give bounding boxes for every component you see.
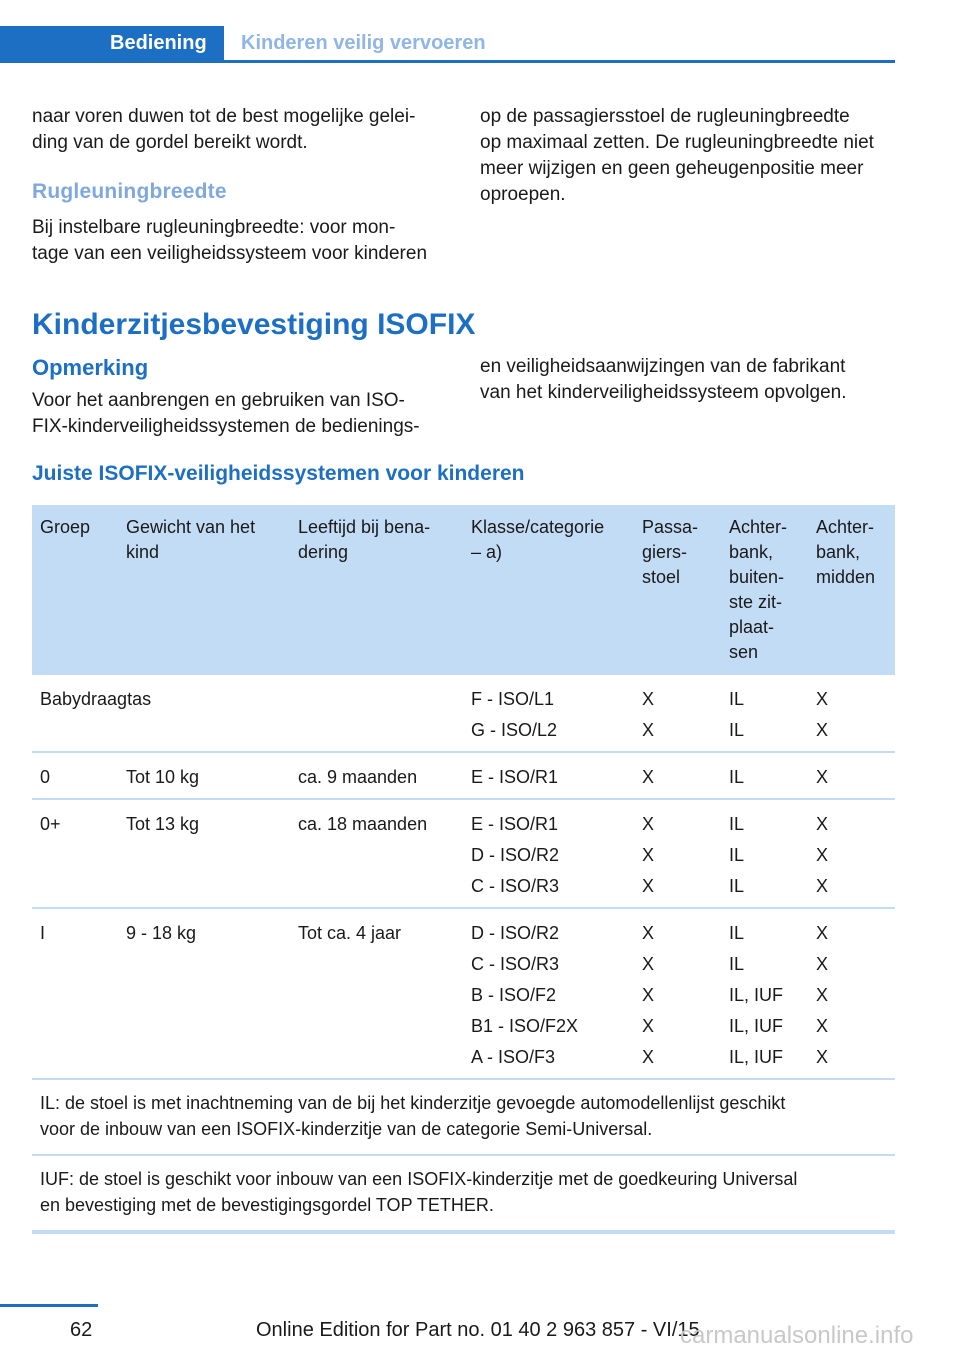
- text-line: IL: [729, 720, 745, 740]
- header-rule: [0, 60, 895, 63]
- text-line: B1 - ISO/F2X: [471, 1016, 579, 1036]
- table-header-row: [32, 505, 895, 675]
- text-line: X: [816, 1016, 829, 1036]
- text-line: Achter-: [816, 517, 875, 537]
- cell-buiten: [721, 799, 808, 908]
- text-line: E - ISO/R1: [471, 767, 559, 787]
- cell-klasse: [463, 908, 634, 1079]
- cell-passagier: [634, 752, 721, 799]
- text-line: X: [642, 1047, 655, 1067]
- text-line: IL, IUF: [729, 1047, 784, 1067]
- text-line: IL: [729, 954, 745, 974]
- header-gewicht: [118, 505, 290, 675]
- cell-gewicht: Tot 13 kg: [118, 799, 290, 908]
- text-line: X: [816, 923, 829, 943]
- text-line: X: [816, 767, 829, 787]
- intro-right-paragraph: [480, 104, 900, 208]
- cell-klasse: [463, 675, 634, 752]
- intro-left-paragraph-2: [32, 215, 462, 267]
- text-line: meer wijzigen en geen geheugenpositie meer: [480, 158, 864, 179]
- header-passagiersstoel: [634, 505, 721, 675]
- edition-text: Online Edition for Part no. 01 40 2 963 857 - VI/15: [256, 1319, 700, 1341]
- text-line: B - ISO/F2: [471, 985, 557, 1005]
- text-line: en bevestiging met de bevestigingsgordel TOP TETHER.: [40, 1195, 494, 1215]
- text-line: X: [816, 814, 829, 834]
- text-line: ste zit-: [729, 592, 783, 612]
- text-line: van het kinderveiligheidssysteem opvolgen.: [480, 382, 847, 403]
- table-row: [32, 675, 895, 752]
- text-line: X: [816, 1047, 829, 1067]
- cell-buiten: [721, 908, 808, 1079]
- text-line: D - ISO/R2: [471, 845, 560, 865]
- text-line: Klasse/categorie: [471, 517, 605, 537]
- intro-left-paragraph-1: [32, 104, 452, 156]
- text-line: op maximaal zetten. De rugleuningbreedte niet: [480, 132, 874, 153]
- text-line: dering: [298, 542, 349, 562]
- cell-groep: 0: [32, 752, 118, 799]
- text-line: Gewicht van het: [126, 517, 256, 537]
- table-row: [32, 799, 895, 908]
- text-line: X: [816, 985, 829, 1005]
- text-line: kind: [126, 542, 160, 562]
- text-line: IL: [729, 689, 745, 709]
- cell-midden: [808, 908, 895, 1079]
- text-line: E - ISO/R1: [471, 814, 559, 834]
- text-line: giers-: [642, 542, 688, 562]
- cell-leeftijd: ca. 9 maanden: [290, 752, 463, 799]
- header-subsection-label[interactable]: Kinderen veilig vervoeren: [241, 32, 486, 54]
- page-number: 62: [70, 1319, 93, 1341]
- header-leeftijd: [290, 505, 463, 675]
- text-line: IL: [729, 845, 745, 865]
- text-line: X: [816, 720, 829, 740]
- text-line: buiten-: [729, 567, 785, 587]
- text-line: bank,: [816, 542, 861, 562]
- header-klasse: [463, 505, 634, 675]
- cell-passagier: [634, 799, 721, 908]
- cell-midden: [808, 799, 895, 908]
- text-line: IL: de stoel is met inachtneming van de bij het kinderzitje gevoegde automodellenlijst geschikt: [40, 1093, 786, 1113]
- text-line: F - ISO/L1: [471, 689, 555, 709]
- cell-gewicht: Tot 10 kg: [118, 752, 290, 799]
- text-line: X: [816, 689, 829, 709]
- watermark: carmanualsonline.info: [680, 1322, 914, 1349]
- table-row: [32, 752, 895, 799]
- text-line: IL: [729, 923, 745, 943]
- text-line: voor de inbouw van een ISOFIX-kinderzitje van de categorie Semi-Universal.: [40, 1119, 653, 1139]
- text-line: sen: [729, 642, 759, 662]
- note-iuf: [32, 1155, 895, 1232]
- table-title: Juiste ISOFIX-veiligheidssystemen voor kinderen: [32, 462, 525, 485]
- table-note-row: [32, 1079, 895, 1155]
- cell-midden: [808, 675, 895, 752]
- header-achterbank-buiten: [721, 505, 808, 675]
- text-line: Groep: [40, 517, 91, 537]
- text-line: IL: [729, 814, 745, 834]
- note-il: [32, 1079, 895, 1155]
- text-line: X: [816, 845, 829, 865]
- note-right-paragraph: [480, 354, 900, 406]
- cell-midden: [808, 752, 895, 799]
- section-title: Kinderzitjesbevestiging ISOFIX: [32, 308, 476, 341]
- text-line: C - ISO/R3: [471, 876, 560, 896]
- text-line: A - ISO/F3: [471, 1047, 556, 1067]
- text-line: C - ISO/R3: [471, 954, 560, 974]
- text-line: X: [642, 985, 655, 1005]
- text-line: IL: [729, 876, 745, 896]
- header-section-label[interactable]: Bediening: [110, 32, 207, 54]
- text-line: bank,: [729, 542, 774, 562]
- text-line: X: [642, 923, 655, 943]
- text-line: IL, IUF: [729, 985, 784, 1005]
- text-line: naar voren duwen tot de best mogelijke gelei-: [32, 106, 416, 127]
- text-line: X: [642, 767, 655, 787]
- cell-gewicht: 9 - 18 kg: [118, 908, 290, 1079]
- cell-leeftijd: Tot ca. 4 jaar: [290, 908, 463, 1079]
- text-line: plaat-: [729, 617, 775, 637]
- cell-buiten: [721, 752, 808, 799]
- text-line: G - ISO/L2: [471, 720, 558, 740]
- heading-rugleuningbreedte: Rugleuningbreedte: [32, 180, 227, 203]
- text-line: X: [816, 954, 829, 974]
- text-line: Achter-: [729, 517, 788, 537]
- text-line: stoel: [642, 567, 681, 587]
- text-line: op de passagiersstoel de rugleuningbreedte: [480, 106, 850, 127]
- cell-leeftijd: ca. 18 maanden: [290, 799, 463, 908]
- text-line: IL: [729, 767, 745, 787]
- text-line: X: [642, 954, 655, 974]
- header-groep: [32, 505, 118, 675]
- note-heading: Opmerking: [32, 355, 149, 380]
- cell-passagier: [634, 675, 721, 752]
- table-row: [32, 908, 895, 1079]
- note-left-paragraph: [32, 388, 462, 440]
- text-line: X: [642, 720, 655, 740]
- text-line: X: [642, 814, 655, 834]
- text-line: Bij instelbare rugleuningbreedte: voor mon-: [32, 217, 396, 238]
- text-line: oproepen.: [480, 184, 566, 205]
- text-line: midden: [816, 567, 876, 587]
- cell-groep: Babydraagtas: [32, 675, 463, 752]
- text-line: en veiligheidsaanwijzingen van de fabrikant: [480, 356, 846, 377]
- cell-groep: I: [32, 908, 118, 1079]
- text-line: ding van de gordel bereikt wordt.: [32, 132, 308, 153]
- cell-buiten: [721, 675, 808, 752]
- text-line: IUF: de stoel is geschikt voor inbouw van een ISOFIX-kinderzitje met de goedkeuring Universal: [40, 1169, 798, 1189]
- text-line: Passa-: [642, 517, 699, 537]
- text-line: – a): [471, 542, 503, 562]
- text-line: IL, IUF: [729, 1016, 784, 1036]
- text-line: Voor het aanbrengen en gebruiken van ISO-: [32, 390, 405, 411]
- footer-rule: [0, 1304, 98, 1307]
- table-note-row: [32, 1155, 895, 1232]
- header-achterbank-midden: [808, 505, 895, 675]
- text-line: D - ISO/R2: [471, 923, 560, 943]
- text-line: FIX-kinderveiligheidssystemen de bedienings-: [32, 416, 420, 437]
- cell-groep: 0+: [32, 799, 118, 908]
- text-line: X: [642, 845, 655, 865]
- text-line: X: [642, 1016, 655, 1036]
- text-line: X: [642, 876, 655, 896]
- text-line: X: [642, 689, 655, 709]
- text-line: tage van een veiligheidssysteem voor kinderen: [32, 243, 428, 264]
- cell-passagier: [634, 908, 721, 1079]
- text-line: Leeftijd bij bena-: [298, 517, 431, 537]
- text-line: X: [816, 876, 829, 896]
- cell-klasse: [463, 799, 634, 908]
- isofix-table: [32, 505, 895, 1234]
- cell-klasse: [463, 752, 634, 799]
